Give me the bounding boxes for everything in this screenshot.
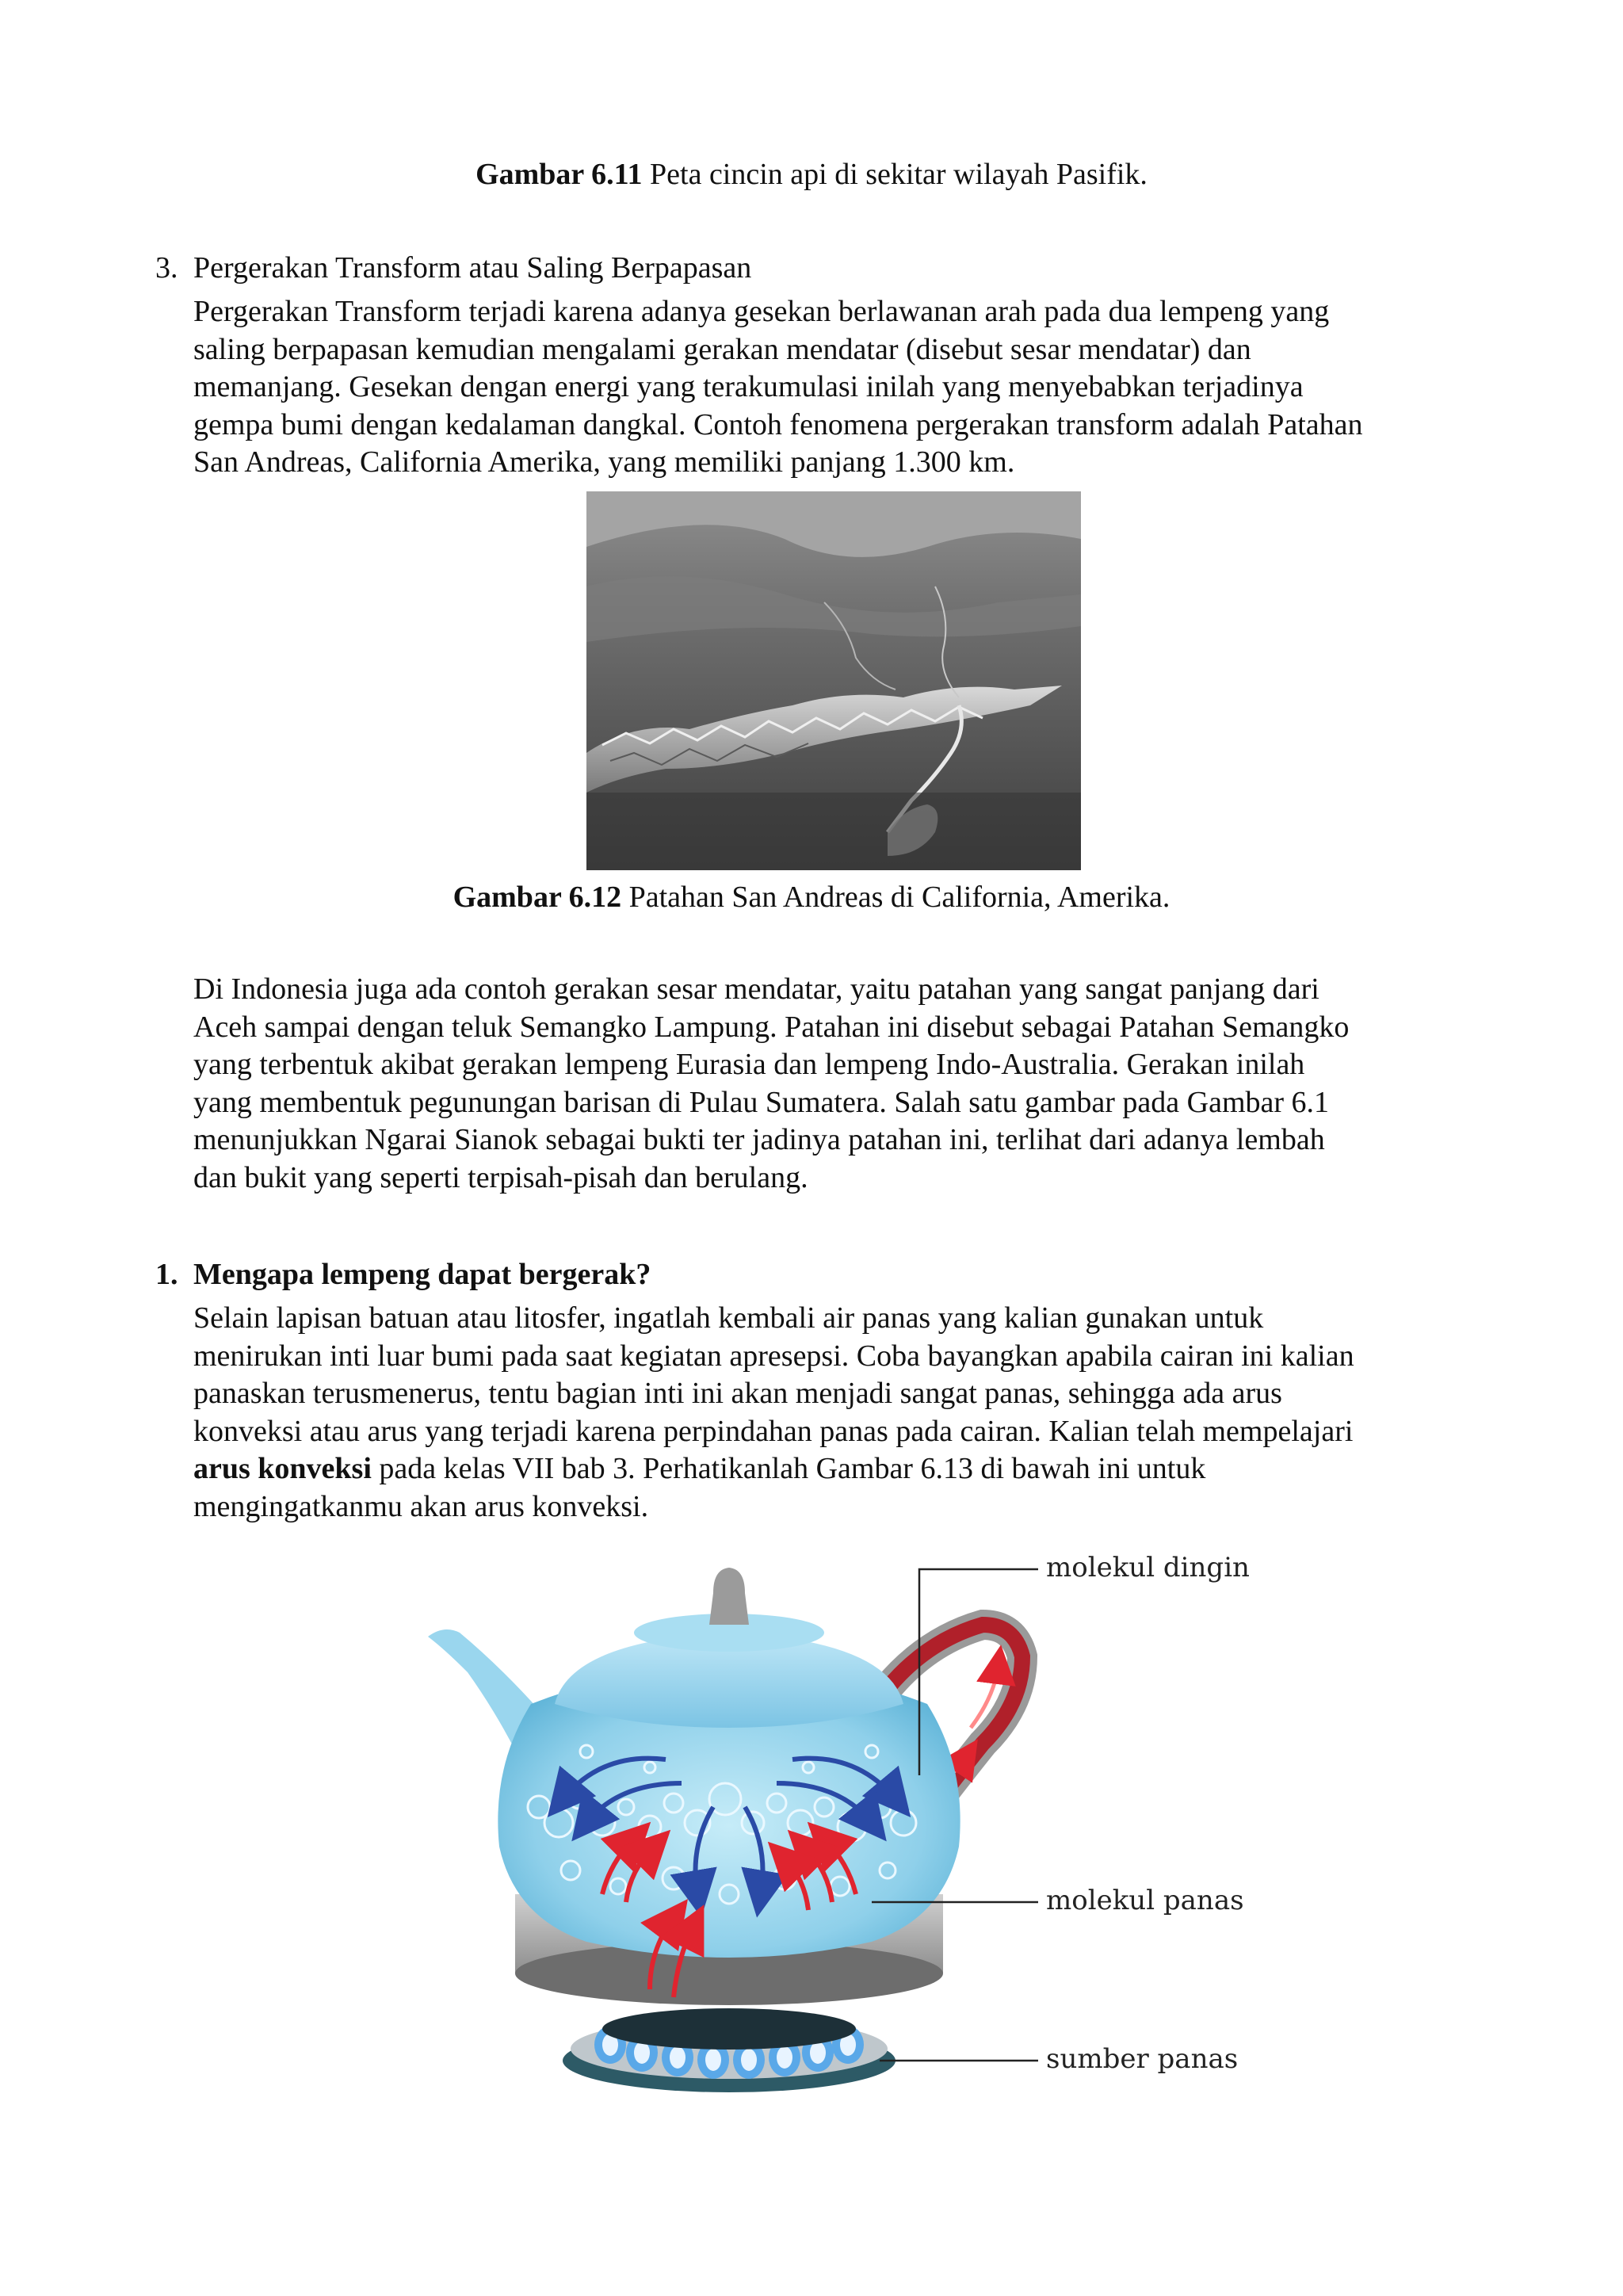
caption-text: Patahan San Andreas di California, Amerika. (621, 881, 1170, 914)
figure-caption-6-11 (0, 157, 1623, 192)
paragraph-line: Selain lapisan batuan atau litosfer, ingatlah kembali air panas yang kalian gunakan untuk (193, 1301, 1264, 1335)
paragraph-line (193, 1450, 1493, 1488)
section-title: Mengapa lempeng dapat bergerak? (193, 1258, 651, 1291)
section-title: Pergerakan Transform atau Saling Berpapasan (193, 251, 752, 285)
paragraph-line: Aceh sampai dengan teluk Semangko Lampung. Patahan ini disebut sebagai Patahan Semangko (193, 1010, 1350, 1044)
paragraph-line: yang membentuk pegunungan barisan di Pulau Sumatera. Salah satu gambar pada Gambar 6.1 (193, 1085, 1330, 1119)
paragraph-line: saling berpapasan kemudian mengalami gerakan mendatar (disebut sesar mendatar) dan (193, 332, 1251, 366)
label-hot-molecule: molekul panas (1046, 1885, 1244, 1916)
paragraph-line: San Andreas, California Amerika, yang memiliki panjang 1.300 km. (193, 445, 1015, 479)
paragraph-line: memanjang. Gesekan dengan energi yang terakumulasi inilah yang menyebabkan terjadinya (193, 370, 1304, 404)
paragraph-line: panaskan terusmenerus, tentu bagian inti ini akan menjadi sangat panas, sehingga ada arus (193, 1377, 1282, 1411)
paragraph-line: menunjukkan Ngarai Sianok sebagai bukti ter jadinya patahan ini, terlihat dari adanya lembah (193, 1123, 1325, 1157)
line-rest: pada kelas VII bab 3. Perhatikanlah Gambar 6.13 di bawah ini untuk (371, 1452, 1206, 1486)
paragraph-line: konveksi atau arus yang terjadi karena perpindahan panas pada cairan. Kalian telah mempelajari (193, 1414, 1354, 1448)
caption-label: Gambar 6.11 (475, 158, 643, 191)
section-number: 3. (155, 251, 178, 285)
lid-knob (709, 1568, 749, 1625)
paragraph-line: Di Indonesia juga ada contoh gerakan sesar mendatar, yaitu patahan yang sangat panjang dari (193, 972, 1319, 1006)
paragraph-line: dan bukit yang seperti terpisah-pisah dan berulang. (193, 1160, 808, 1194)
caption-label: Gambar 6.12 (453, 881, 622, 914)
label-cold-molecule: molekul dingin (1046, 1552, 1250, 1584)
label-heat-source: sumber panas (1046, 2043, 1239, 2075)
bold-term: arus konveksi (193, 1452, 372, 1486)
paragraph-line: menirukan inti luar bumi pada saat kegiatan apresepsi. Coba bayangkan apabila cairan ini kalian (193, 1339, 1354, 1373)
caption-text: Peta cincin api di sekitar wilayah Pasifik. (642, 158, 1148, 191)
paragraph-line: yang terbentuk akibat gerakan lempeng Eurasia dan lempeng Indo-Australia. Gerakan inilah (193, 1048, 1305, 1082)
figure-caption-6-12 (0, 880, 1623, 915)
convection-kettle-figure (412, 1545, 1268, 2100)
paragraph-line: gempa bumi dengan kedalaman dangkal. Contoh fenomena pergerakan transform adalah Patahan (193, 407, 1363, 441)
semangko-paragraph (193, 971, 1493, 1198)
transform-paragraph (193, 293, 1493, 482)
section-number: 1. (155, 1258, 178, 1291)
paragraph-line: mengingatkanmu akan arus konveksi. (193, 1489, 649, 1523)
paragraph-line: Pergerakan Transform terjadi karena adanya gesekan berlawanan arah pada dua lempeng yang (193, 295, 1330, 328)
burner (563, 2008, 896, 2092)
san-andreas-fault-photo (586, 491, 1081, 870)
convection-paragraph (193, 1300, 1493, 1526)
